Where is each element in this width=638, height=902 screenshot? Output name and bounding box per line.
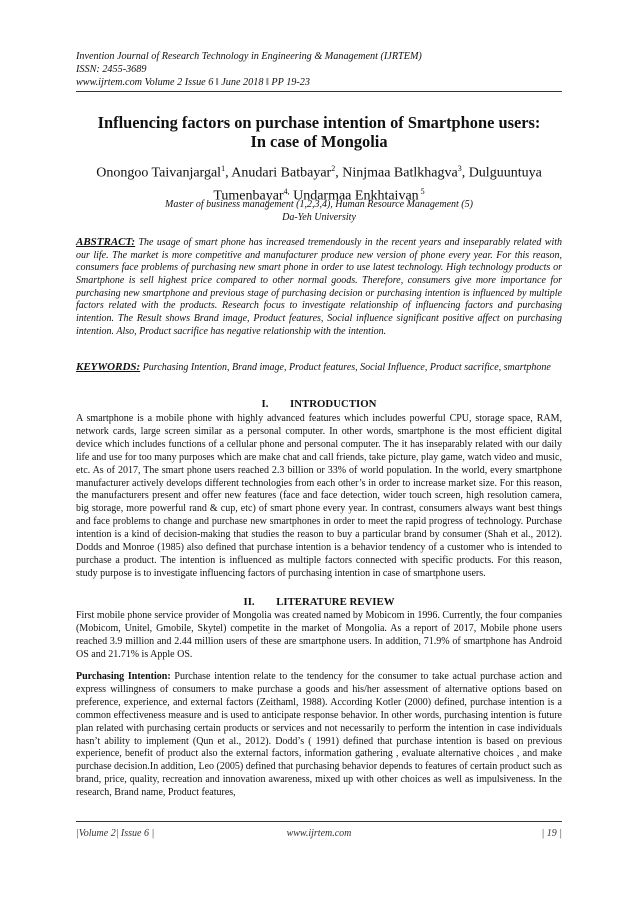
author-name: , Ninjmaa Batlkhagva	[335, 165, 458, 181]
purchasing-intention-label: Purchasing Intention:	[76, 671, 171, 682]
author-name: Onongoo Taivanjargal	[96, 165, 222, 181]
introduction-paragraph: A smartphone is a mobile phone with highly advanced features which includes powerful CPU, storage space, RAM, network cards, large screen similar as a personal computer. In other words, smartphone is the most efficient digital device which includes functions of a cellular phone and personal computer. The it has inseparably related with our daily life and use for too many purposes which are make chat and call friends, take picture, play game, watch video and music, etc. As of 2017, The smart phone users reached 2.3 billion or 33% of world population. In the world, every smartphone manufacturer actively develops different technologies from each other’s in order to increase market size. For this reason, the manufacturers present and offer new features (face and face detection, wider touch screen, high resolution camera, big storage, more powerful rand & cup, etc) of smart phone every year. In contrast, consumers always want best things and face problems to change and purchase new smartphones in order to meet the rapid progress of technology. Purchase intention is a kind of decision-making that studies the reason to buy a particular brand by consumer (Shah et al., 2012). Dodds and Monroe (1985) also defined that purchase intention is a behavior tendency of a customer who is intended to purchase a product. The intention is influenced as multiple factors connected with specific products. For this reason, study purpose is to investigate influencing factors of purchasing intention in case of smartphone users.	[76, 413, 562, 579]
literature-review-paragraph: First mobile phone service provider of Mongolia was created named by Mobicom in 1996. Currently, the four companies (Mobicom, Unitel, Gmobile, Skytel) competite in the market of Mongolia. As a report of 2017, Mobile phone users reached 3.9 million and 2.44 million users of these are smartphone users. In addition, 71.9% of smartphone has Android OS and 21.71% is Apple OS.	[76, 610, 562, 660]
affiliation-line-1: Master of business management (1,2,3,4), Human Resource Management (5)	[165, 199, 473, 210]
author-name: , Dulguuntuya Tumenbayar	[213, 165, 542, 204]
author-superscript: 2	[331, 164, 336, 173]
title-line-2: In case of Mongolia	[250, 132, 388, 151]
page-footer	[76, 828, 562, 842]
footer-volume: |Volume 2| Issue 6 |	[76, 828, 155, 839]
journal-name: Invention Journal of Research Technology in Engineering & Management (IJRTEM)	[76, 51, 422, 62]
section-heading-literature-review: II. LITERATURE REVIEW	[243, 596, 395, 608]
author-name: , Anudari Batbayar	[225, 165, 332, 181]
footer-website: www.ijrtem.com	[286, 828, 352, 839]
purchasing-intention-paragraph	[76, 671, 562, 800]
abstract	[76, 236, 562, 338]
author-superscript: 5	[418, 186, 425, 196]
header-rule	[76, 91, 562, 92]
keywords-label: KEYWORDS:	[76, 361, 141, 373]
journal-volume-line: www.ijrtem.com Volume 2 Issue 6 ǁ June 2018 ǁ PP 19-23	[76, 77, 310, 88]
abstract-label: ABSTRACT:	[76, 236, 136, 248]
affiliation-line-2: Da-Yeh University	[282, 212, 356, 223]
journal-header	[76, 50, 562, 89]
journal-issn: ISSN: 2455-3689	[76, 64, 147, 75]
section-heading-introduction: I. INTRODUCTION	[261, 398, 377, 410]
abstract-text: The usage of smart phone has increased tremendously in the recent years and inseparably related with our life. The market is more competitive and manufacturer produce new version of phone every year. For this reason, consumers face problems of purchasing new smart phone in order to use latest technology. High technology products or Smartphone is sell highest price compared to other normal goods. Therefore, consumers give more importance for purchasing new smartphone and previous stage of purchasing decision or purchasing intention is influenced by multiple factors related with the products. Research focus to investigate relationship of influencing factors and purchasing intention. The Result shows Brand image, Product features, Social influence significant positive affect on purchasing intention. Also, Product sacrifice has negative relationship with the intention.	[76, 237, 562, 337]
author-name: Undarmaa Enkhtaivan	[289, 188, 419, 204]
author-superscript: 1	[221, 164, 226, 173]
keywords-text: Purchasing Intention, Brand image, Product features, Social Influence, Product sacrifice, smartphone	[140, 362, 551, 373]
purchasing-intention-text: Purchase intention relate to the tendency for the consumer to take actual purchase action and express willingness of consumers to make purchase a goods and his/her assessment of alternative options based on preference, experience, and external factors (Zeithaml, 1988). According Kotler (2000) defined, purchase intention is a common effectiveness measure and is used to anticipate response behavior. In other words, purchasing intention is future plan related with purchasing certain products or services and not necessarily to perform the intention in case individuals hasn’t ability to implement (Qun et al., 2012). Dodd’s ( 1991) defined that purchase intention is based on previous experience, benefit of product also the external factors, information gathering , evaluate alternative choices , and make purchase decision.In addition, Leo (2005) defined that purchasing behavior depends to features of certain product such as brand, price, quality, recreation and innovation awareness, mixed up with other choices as well as impulsiveness. In the research, Brand name, Product features,	[76, 671, 562, 799]
paper-title	[76, 113, 562, 151]
author-superscript: 4,	[283, 186, 290, 196]
author-superscript: 3	[457, 164, 462, 173]
title-line-1: Influencing factors on purchase intention of Smartphone users:	[97, 113, 541, 132]
footer-rule	[76, 821, 562, 822]
keywords	[76, 361, 562, 375]
footer-page-number: | 19 |	[541, 828, 562, 839]
